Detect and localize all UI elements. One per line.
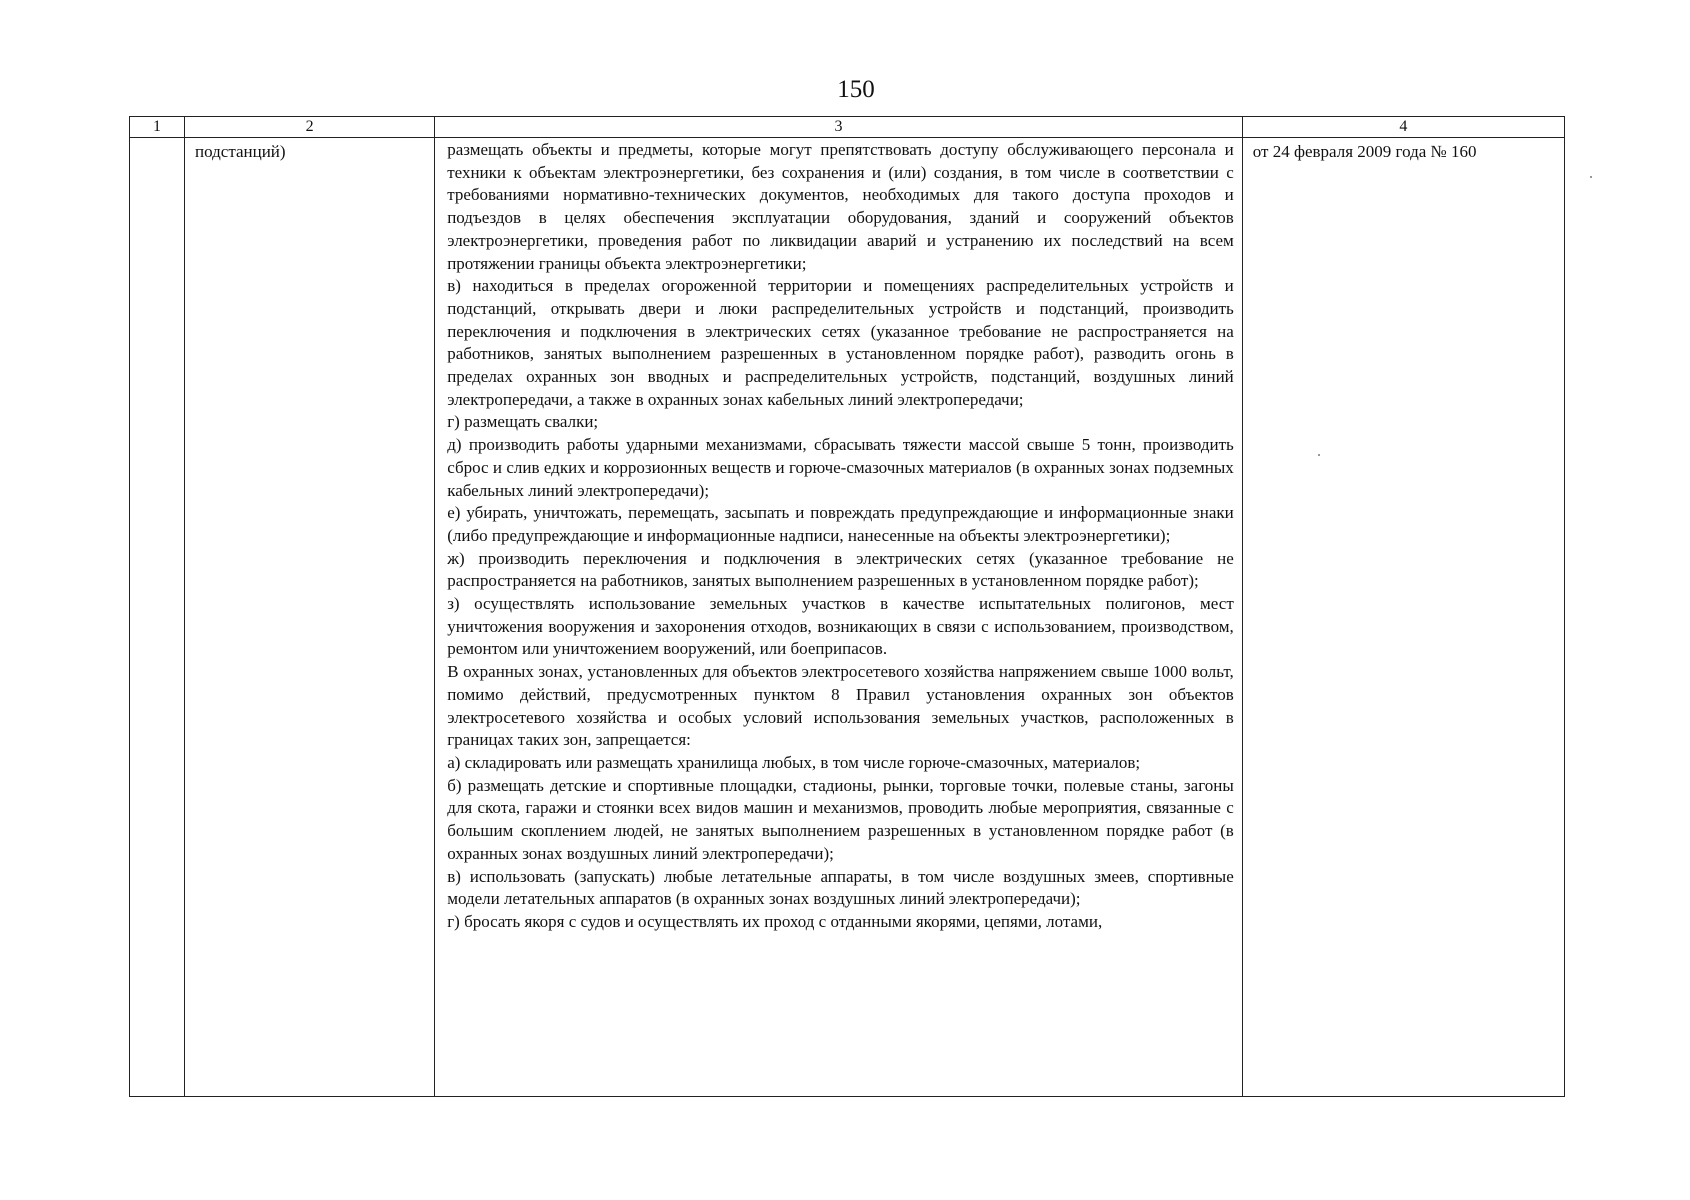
scan-speck bbox=[1590, 176, 1592, 178]
header-cell-3: 3 bbox=[435, 117, 1243, 138]
col3-paragraph: В охранных зонах, установленных для объектов электросетевого хозяйства напряжением свыше 1000 вольт, помимо действий, предусмотренных пунктом 8 Правил установления охранных зон объектов электросетевого хозяйства и особых условий использования земельных участков, расположенных в границах таких зон, запрещается: bbox=[447, 662, 1234, 750]
header-cell-4: 4 bbox=[1242, 117, 1564, 138]
table-header-row bbox=[130, 117, 1565, 138]
cell-col4 bbox=[1242, 138, 1564, 1097]
col3-paragraph: д) производить работы ударными механизмами, сбрасывать тяжести массой свыше 5 тонн, производить сброс и слив едких и коррозионных веществ и горюче-смазочных материалов (в охранных зонах подземных кабельных линий электропередачи); bbox=[447, 435, 1234, 500]
cell-col3 bbox=[435, 138, 1243, 1097]
col3-paragraph: в) использовать (запускать) любые летательные аппараты, в том числе воздушных змеев, спортивные модели летательных аппаратов (в охранных зонах воздушных линий электропередачи); bbox=[447, 866, 1234, 909]
col3-paragraph: е) убирать, уничтожать, перемещать, засыпать и повреждать предупреждающие и информационные знаки (либо предупреждающие и информационные надписи, нанесенные на объекты электроэнергетики); bbox=[447, 503, 1234, 545]
col3-paragraph: г) бросать якоря с судов и осуществлять их проход с отданными якорями, цепями, лотами, bbox=[447, 911, 1103, 931]
header-cell-2: 2 bbox=[185, 117, 435, 138]
page-number: 150 bbox=[837, 76, 875, 103]
col3-paragraph: з) осуществлять использование земельных участков в качестве испытательных полигонов, мест уничтожения вооружения и захоронения отходов, возникающих в связи с использованием, производством, ремонтом или уничтожением вооружений, или боеприпасов. bbox=[447, 594, 1234, 659]
table-row bbox=[130, 138, 1565, 1097]
col3-paragraph: ж) производить переключения и подключения в электрических сетях (указанное требование не распространяется на работников, занятых выполнением разрешенных в установленном порядке работ); bbox=[447, 548, 1234, 591]
col2-text: подстанций) bbox=[195, 142, 286, 161]
col4-text: от 24 февраля 2009 года № 160 bbox=[1252, 142, 1477, 161]
col3-paragraph: размещать объекты и предметы, которые могут препятствовать доступу обслуживающего персонала и техники к объектам электроэнергетики, без сохранения и (или) создания, в том числе в соответствии с требованиями нормативно-технических документов, необходимых для такого доступа проходов и подъездов в целях обеспечения эксплуатации оборудования, зданий и сооружений объектов электроэнергетики, проведения работ по ликвидации аварий и устранению их последствий на всем протяжении границы объекта электроэнергетики; bbox=[447, 140, 1234, 273]
scan-speck bbox=[1318, 454, 1320, 456]
col3-paragraph: а) складировать или размещать хранилища любых, в том числе горюче-смазочных, материалов; bbox=[447, 752, 1141, 772]
col3-paragraph: б) размещать детские и спортивные площадки, стадионы, рынки, торговые точки, полевые станы, загоны для скота, гаражи и стоянки всех видов машин и механизмов, проводить любые мероприятия, связанные с большим скоплением людей, не занятых выполнением разрешенных в установленном порядке работ (в охранных зонах воздушных линий электропередачи); bbox=[447, 775, 1234, 863]
document-table bbox=[129, 116, 1565, 1097]
cell-col2 bbox=[185, 138, 435, 1097]
cell-col1 bbox=[130, 138, 185, 1097]
header-cell-1: 1 bbox=[130, 117, 185, 138]
col3-paragraph: г) размещать свалки; bbox=[447, 412, 599, 432]
col3-paragraph: в) находиться в пределах огороженной территории и помещениях распределительных устройств и подстанций, открывать двери и люки распределительных устройств и подстанций, производить переключения и подключения в электрических сетях (указанное требование не распространяется на работников, занятых выполнением разрешенных в установленном порядке работ), разводить огонь в пределах охранных зон вводных и распределительных устройств, подстанций, воздушных линий электропередачи, а также в охранных зонах кабельных линий электропередачи; bbox=[447, 276, 1234, 409]
col3-text bbox=[435, 138, 1242, 934]
